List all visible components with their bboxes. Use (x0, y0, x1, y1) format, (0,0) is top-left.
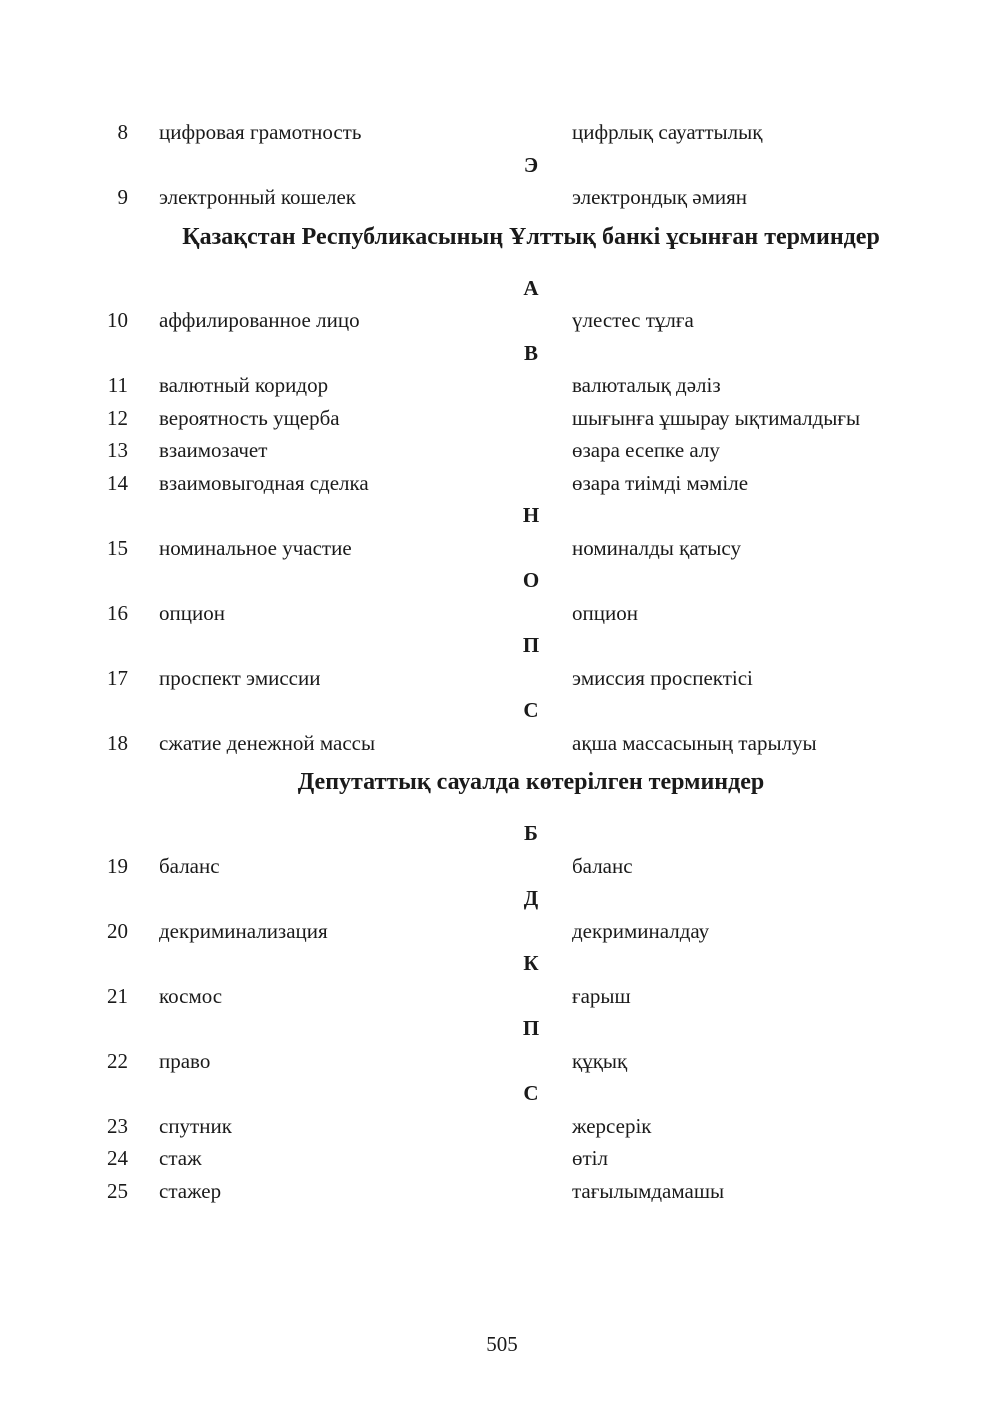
term-row (0, 980, 1004, 1012)
term-russian: аффилированное лицо (159, 308, 360, 332)
term-kazakh: цифрлық сауаттылық (572, 120, 763, 144)
term-russian: электронный кошелек (159, 185, 356, 209)
term-russian: стаж (159, 1146, 202, 1170)
section-title: Қазақстан Республикасының Ұлттық банкі ұсынған терминдер (182, 223, 880, 250)
term-kazakh: опцион (572, 600, 638, 625)
term-kazakh: электрондық әмиян (572, 185, 748, 209)
term-number: 25 (107, 1178, 128, 1203)
term-russian: цифровая грамотность (159, 120, 362, 144)
term-kazakh: номиналды қатысу (572, 535, 741, 560)
term-row (0, 402, 1004, 434)
term-row (0, 467, 1004, 499)
term-row (0, 116, 1004, 148)
term-russian: право (159, 1048, 211, 1073)
letter-heading: П (522, 1016, 540, 1040)
term-number: 12 (107, 405, 128, 430)
term-kazakh: шығынға ұшырау ықтималдығы (572, 405, 861, 430)
term-number: 15 (107, 535, 128, 560)
term-row (0, 1110, 1004, 1142)
term-russian: опцион (159, 600, 225, 625)
letter-heading: О (522, 568, 540, 592)
term-russian: вероятность ущерба (159, 405, 340, 430)
letter-heading: П (522, 633, 540, 657)
letter-heading: К (523, 951, 539, 975)
letter-heading: Н (522, 503, 540, 527)
letter-heading: С (523, 1081, 539, 1105)
term-russian: взаимовыгодная сделка (159, 470, 369, 495)
term-number: 8 (117, 120, 128, 144)
term-number: 22 (107, 1048, 128, 1073)
term-russian: валютный коридор (159, 373, 329, 397)
term-kazakh: декриминалдау (572, 918, 710, 943)
term-kazakh: ғарыш (572, 983, 631, 1008)
term-row (0, 434, 1004, 466)
letter-heading: С (523, 698, 539, 722)
term-number: 20 (107, 918, 128, 943)
term-row (0, 727, 1004, 759)
term-row (0, 181, 1004, 213)
term-number: 14 (107, 470, 128, 495)
term-row (0, 1142, 1004, 1174)
term-kazakh: баланс (572, 853, 633, 878)
term-number: 9 (117, 185, 128, 209)
letter-heading: Э (523, 152, 539, 177)
term-row (0, 532, 1004, 564)
term-number: 19 (107, 853, 128, 878)
letter-heading: Д (523, 886, 539, 910)
page-number: 505 (486, 1332, 518, 1356)
term-number: 13 (107, 438, 128, 462)
term-row (0, 369, 1004, 401)
term-number: 23 (107, 1113, 128, 1138)
term-kazakh: өзара тиімді мәміле (572, 470, 749, 495)
letter-heading: Б (524, 821, 538, 845)
term-kazakh: үлестес тұлға (572, 308, 694, 332)
term-number: 10 (107, 308, 128, 332)
term-row (0, 1175, 1004, 1207)
term-russian: космос (159, 983, 223, 1008)
term-number: 16 (107, 600, 128, 625)
term-row (0, 915, 1004, 947)
term-russian: декриминализация (159, 918, 328, 943)
term-row (0, 597, 1004, 629)
term-kazakh: өзара есепке алу (572, 438, 720, 462)
term-number: 21 (107, 983, 128, 1008)
term-row (0, 662, 1004, 694)
term-row (0, 1045, 1004, 1077)
term-row (0, 304, 1004, 336)
term-russian: взаимозачет (159, 438, 268, 462)
section-title: Депутаттық сауалда көтерілген терминдер (297, 769, 765, 795)
term-number: 24 (107, 1146, 128, 1170)
term-russian: проспект эмиссии (159, 665, 321, 690)
term-russian: номинальное участие (159, 535, 352, 560)
term-row (0, 850, 1004, 882)
term-russian: баланс (159, 853, 220, 878)
term-kazakh: жерсерік (572, 1113, 652, 1138)
term-kazakh: эмиссия проспектісі (572, 665, 753, 690)
term-kazakh: ақша массасының тарылуы (572, 730, 817, 755)
term-russian: спутник (159, 1113, 232, 1138)
term-kazakh: құқық (572, 1048, 628, 1073)
letter-heading: В (523, 340, 538, 365)
term-number: 17 (107, 665, 128, 690)
term-russian: стажер (159, 1178, 222, 1203)
letter-heading: А (523, 275, 539, 300)
term-kazakh: өтіл (572, 1146, 608, 1170)
term-russian: сжатие денежной массы (159, 730, 376, 755)
term-kazakh: тағылымдамашы (572, 1178, 725, 1203)
term-number: 18 (107, 730, 128, 755)
term-number: 11 (107, 373, 128, 397)
term-kazakh: валюталық дәліз (572, 373, 721, 397)
